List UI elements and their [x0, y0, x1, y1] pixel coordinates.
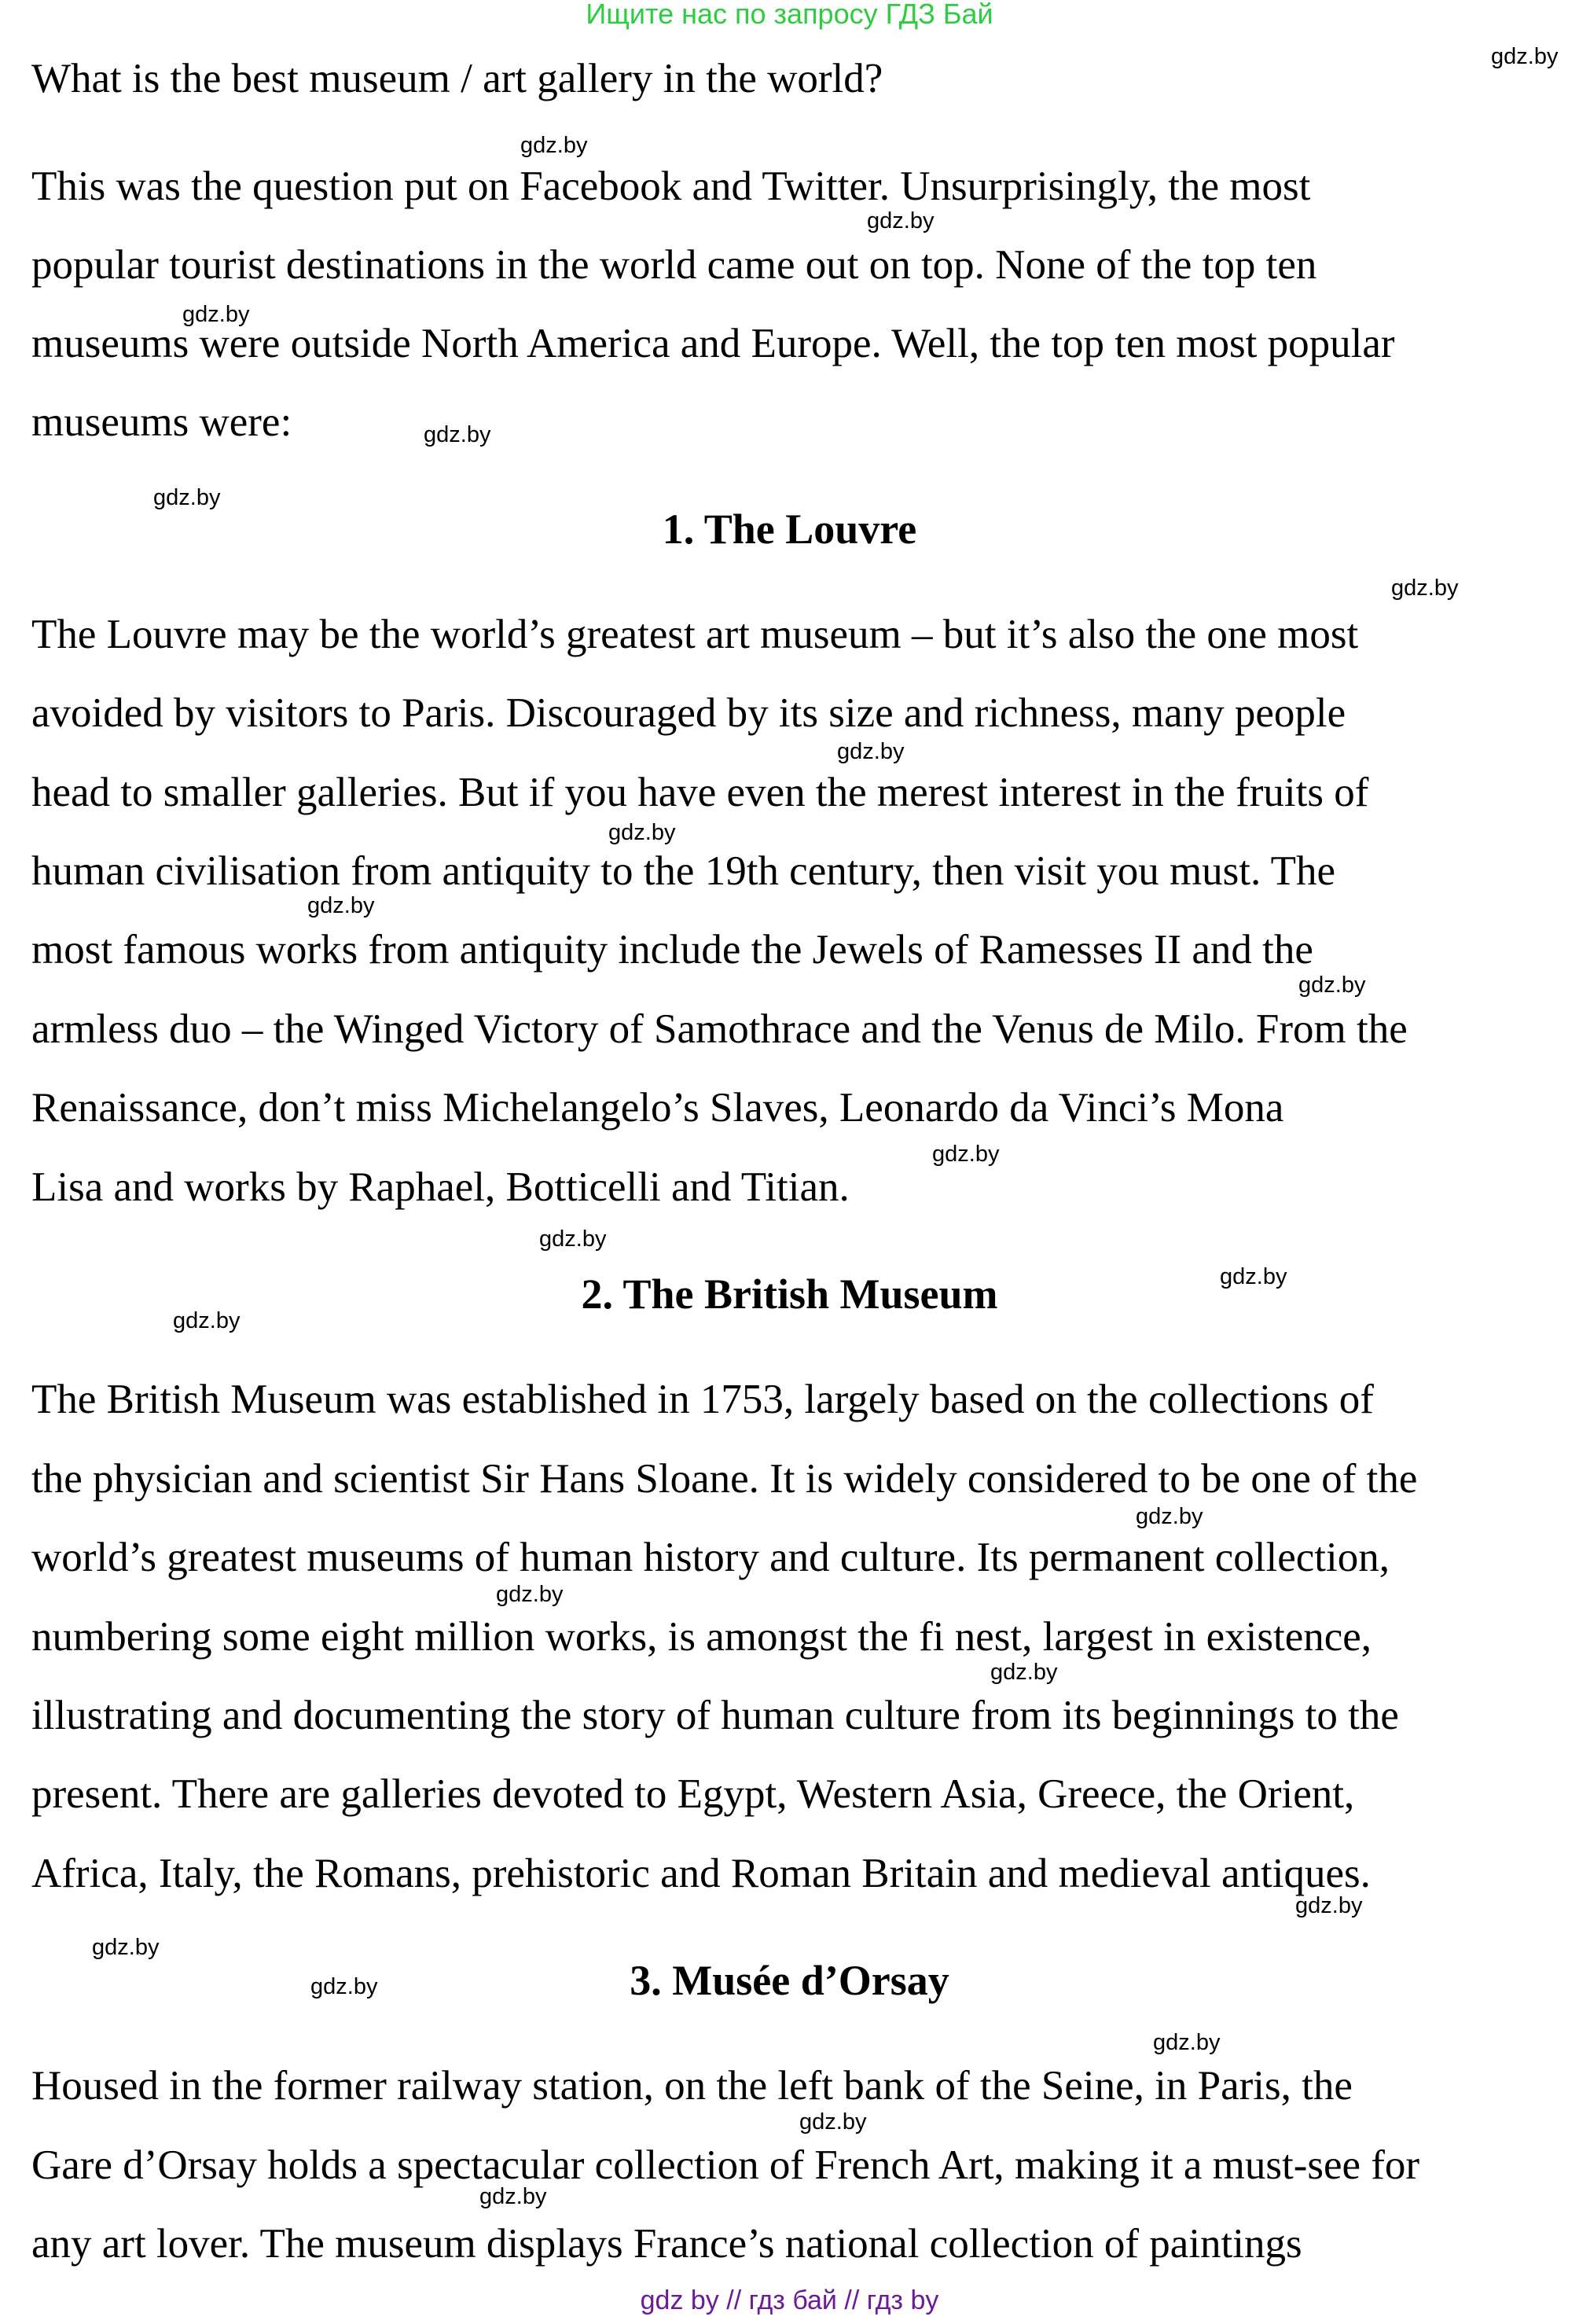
section-heading: 3. Musée d’Orsay — [630, 1957, 949, 2004]
section-line: The British Museum was established in 1753, largely based on the collections of — [31, 1377, 1374, 1422]
section-heading: 2. The British Museum — [581, 1270, 998, 1318]
watermark: gdz.by — [92, 1935, 160, 1960]
section-line: present. There are galleries devoted to Egypt, Western Asia, Greece, the Orient, — [31, 1771, 1355, 1817]
watermark: gdz.by — [799, 2109, 867, 2135]
section-line: The Louvre may be the world’s greatest art museum – but it’s also the one most — [31, 612, 1359, 657]
watermark: gdz.by — [520, 133, 588, 158]
intro-line: museums were: — [31, 399, 292, 445]
intro-line: popular tourist destinations in the world came out on top. None of the top ten — [31, 242, 1317, 288]
watermark: gdz.by — [496, 1582, 564, 1607]
section-line: Africa, Italy, the Romans, prehistoric and Roman Britain and medieval antiques. — [31, 1851, 1371, 1896]
intro-question: What is the best museum / art gallery in the world? — [31, 56, 883, 101]
watermark: gdz.by — [153, 485, 221, 510]
watermark: gdz.by — [1295, 1893, 1363, 1918]
watermark: gdz.by — [1136, 1504, 1203, 1529]
section-line: Lisa and works by Raphael, Botticelli and Titian. — [31, 1164, 850, 1210]
section-line: avoided by visitors to Paris. Discouraged by its size and richness, many people — [31, 690, 1346, 736]
section-line: the physician and scientist Sir Hans Sloane. It is widely considered to be one of the — [31, 1456, 1418, 1502]
section-line: Renaissance, don’t miss Michelangelo’s Slaves, Leonardo da Vinci’s Mona — [31, 1085, 1284, 1131]
watermark: gdz.by — [1220, 1264, 1287, 1289]
watermark: gdz.by — [424, 422, 491, 447]
watermark: gdz.by — [1491, 44, 1559, 69]
watermark: gdz.by — [539, 1226, 607, 1252]
watermark: gdz.by — [867, 208, 935, 234]
intro-line: This was the question put on Facebook and Twitter. Unsurprisingly, the most — [31, 164, 1311, 209]
bottom-banner: gdz by // гдз бай // гдз by — [640, 2285, 939, 2315]
watermark: gdz.by — [990, 1660, 1058, 1685]
section-line: human civilisation from antiquity to the 19th century, then visit you must. The — [31, 848, 1335, 894]
watermark: gdz.by — [310, 1974, 378, 1999]
intro-line: museums were outside North America and Europe. Well, the top ten most popular — [31, 321, 1395, 366]
section-line: any art lover. The museum displays France’s national collection of paintings — [31, 2221, 1302, 2267]
top-banner: Ищите нас по запросу ГДЗ Бай — [586, 0, 993, 30]
section-line: world’s greatest museums of human history and culture. Its permanent collection, — [31, 1535, 1390, 1580]
watermark: gdz.by — [1153, 2030, 1221, 2055]
section-line: Gare d’Orsay holds a spectacular collection of French Art, making it a must-see for — [31, 2142, 1420, 2188]
section-heading: 1. The Louvre — [662, 506, 917, 553]
watermark: gdz.by — [307, 893, 375, 918]
watermark: gdz.by — [1298, 973, 1366, 998]
watermark: gdz.by — [608, 820, 676, 845]
watermark: gdz.by — [1391, 575, 1459, 601]
watermark: gdz.by — [182, 302, 250, 327]
section-line: armless duo – the Winged Victory of Samothrace and the Venus de Milo. From the — [31, 1006, 1408, 1052]
section-line: illustrating and documenting the story of human culture from its beginnings to the — [31, 1693, 1399, 1738]
section-line: Housed in the former railway station, on the left bank of the Seine, in Paris, the — [31, 2063, 1353, 2109]
watermark: gdz.by — [837, 739, 905, 764]
watermark: gdz.by — [479, 2184, 547, 2209]
section-line: numbering some eight million works, is amongst the fi nest, largest in existence, — [31, 1614, 1372, 1660]
section-line: most famous works from antiquity include the Jewels of Ramesses II and the — [31, 927, 1313, 973]
section-line: head to smaller galleries. But if you have even the merest interest in the fruits of — [31, 770, 1369, 815]
watermark: gdz.by — [932, 1142, 1000, 1167]
watermark: gdz.by — [173, 1308, 241, 1333]
